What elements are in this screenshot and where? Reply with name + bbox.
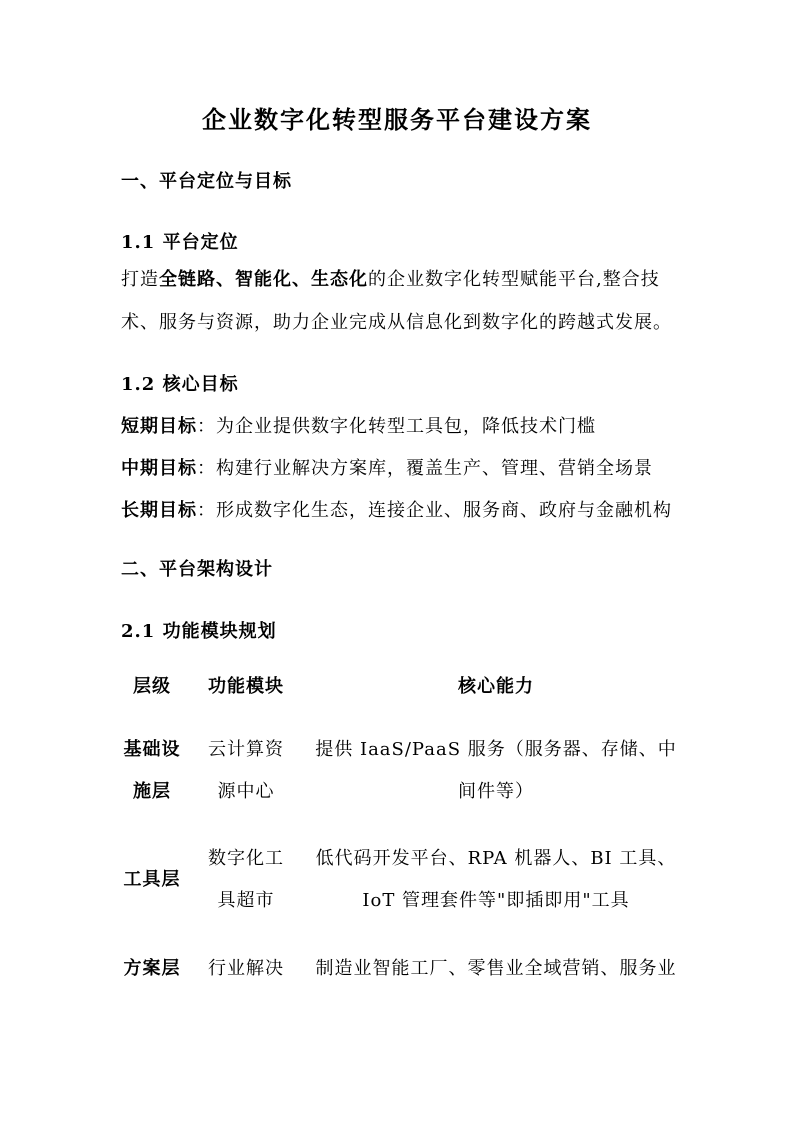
goal-label: 短期目标 [121,416,197,437]
keyword-sep-1: 、 [216,269,235,290]
table-cell-layer: 方案层 [123,958,181,979]
table-cell-capability: 低代码开发平台、RPA 机器人、BI 工具、IoT 管理套件等"即插即用"工具 [315,848,677,911]
section-heading-1: 一、平台定位与目标 [121,171,292,192]
table-cell-layer: 基础设施层 [123,739,181,802]
table-header-module: 功能模块 [208,676,284,697]
subsection-heading-1-1: 1.1 平台定位 [121,232,239,253]
goal-short-term [121,412,596,438]
table-cell-module: 数字化工具超市 [208,848,284,911]
keyword-sep-2: 、 [292,269,311,290]
section-heading-2: 二、平台架构设计 [121,559,273,580]
goal-long-term [121,496,672,522]
table-cell-module: 云计算资源中心 [208,739,284,802]
goal-text: ：形成数字化生态，连接企业、服务商、政府与金融机构 [197,500,672,521]
goal-mid-term [121,454,653,480]
keyword-full-chain: 全链路 [159,269,216,290]
table-cell-capability: 提供 IaaS/PaaS 服务（服务器、存储、中间件等） [315,739,677,802]
positioning-text-suffix: 的企业数字化转型赋能平台,整合技术、服务与资源，助力企业完成从信息化到数字化的跨越式发展。 [121,269,672,333]
keyword-ecological: 生态化 [311,269,368,290]
positioning-paragraph [121,258,681,344]
goal-label: 长期目标 [121,500,197,521]
keyword-intelligent: 智能化 [235,269,292,290]
table-header-layer: 层级 [133,676,171,697]
goal-text: ：构建行业解决方案库，覆盖生产、管理、营销全场景 [197,458,653,479]
table-cell-layer: 工具层 [123,869,181,890]
positioning-text-prefix: 打造 [121,269,159,290]
table-cell-module: 行业解决 [208,958,284,979]
subsection-heading-2-1: 2.1 功能模块规划 [121,621,277,642]
goal-label: 中期目标 [121,458,197,479]
table-header-capability: 核心能力 [458,676,534,697]
subsection-heading-1-2: 1.2 核心目标 [121,374,239,395]
table-cell-capability: 制造业智能工厂、零售业全域营销、服务业 [315,958,677,979]
goal-text: ：为企业提供数字化转型工具包，降低技术门槛 [197,416,596,437]
document-title: 企业数字化转型服务平台建设方案 [202,105,592,134]
